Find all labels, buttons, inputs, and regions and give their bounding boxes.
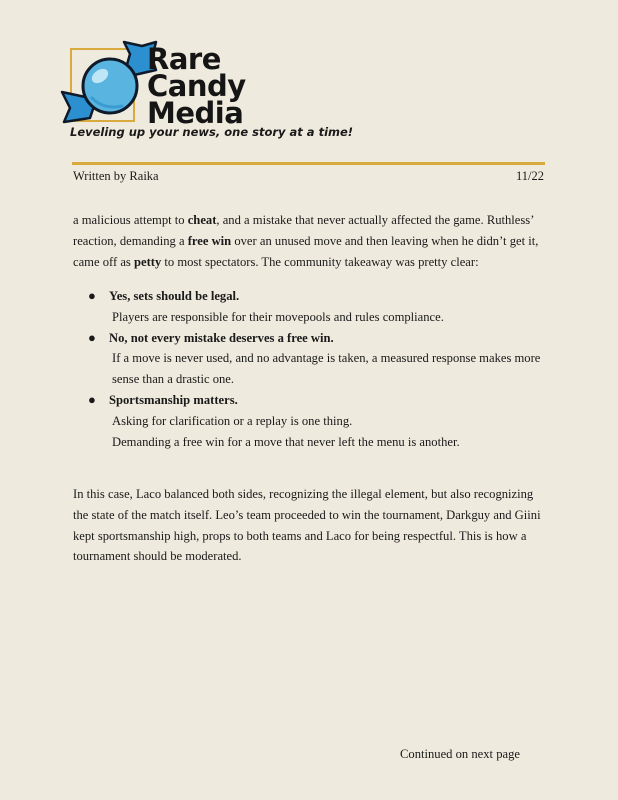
emphasis-petty: petty <box>133 254 162 269</box>
emphasis-cheat: cheat <box>187 213 217 227</box>
header-divider <box>72 162 545 165</box>
continued-note: Continued on next page <box>400 747 520 761</box>
intro-paragraph: a malicious attempt to cheat, and a mistake that never actually affected the game. Ruthless’ reaction, demanding a free win over an unused move and then leaving when he didn’t get it, came off as petty to most spectators. The community takeaway was pretty clear: <box>73 213 539 269</box>
list-item <box>88 328 548 390</box>
emphasis-free-win: free win <box>187 233 232 248</box>
list-item-text: If a move is never used, and no advantage is taken, a measured response makes more sense than a drastic one. <box>112 351 541 387</box>
takeaway-list <box>88 286 548 452</box>
bullet-icon: ● <box>88 329 96 345</box>
list-item-text: Players are responsible for their movepools and rules compliance. <box>112 309 444 324</box>
conclusion-paragraph: In this case, Laco balanced both sides, recognizing the illegal element, but also recognizing the state of the match itself. Leo’s team proceeded to win the tournament, Darkguy and Giini kept sportsmanship high, props to both teams and Laco for being respectful. This is how a tournament should be moderated. <box>73 487 541 564</box>
list-item <box>88 286 548 328</box>
bullet-icon: ● <box>88 391 96 407</box>
candy-icon <box>60 40 160 130</box>
page-number: 11/22 <box>515 169 544 183</box>
list-item-text: Asking for clarification or a replay is one thing. <box>112 413 353 428</box>
author: Written by Raika <box>73 169 159 183</box>
brand-line-2: Candy <box>147 69 246 103</box>
brand-name <box>147 42 246 130</box>
list-item-heading: Sportsmanship matters. <box>109 392 238 407</box>
tagline: Leveling up your news, one story at a time! <box>70 125 354 139</box>
list-item-text: Demanding a free win for a move that never left the menu is another. <box>112 434 460 449</box>
list-item-heading: Yes, sets should be legal. <box>109 289 240 303</box>
brand-line-1: Rare <box>147 42 221 76</box>
byline-row <box>73 169 544 184</box>
bullet-icon: ● <box>88 288 96 303</box>
list-item-heading: No, not every mistake deserves a free win. <box>109 330 334 345</box>
brand-line-3: Media <box>147 96 244 130</box>
list-item <box>88 390 548 452</box>
